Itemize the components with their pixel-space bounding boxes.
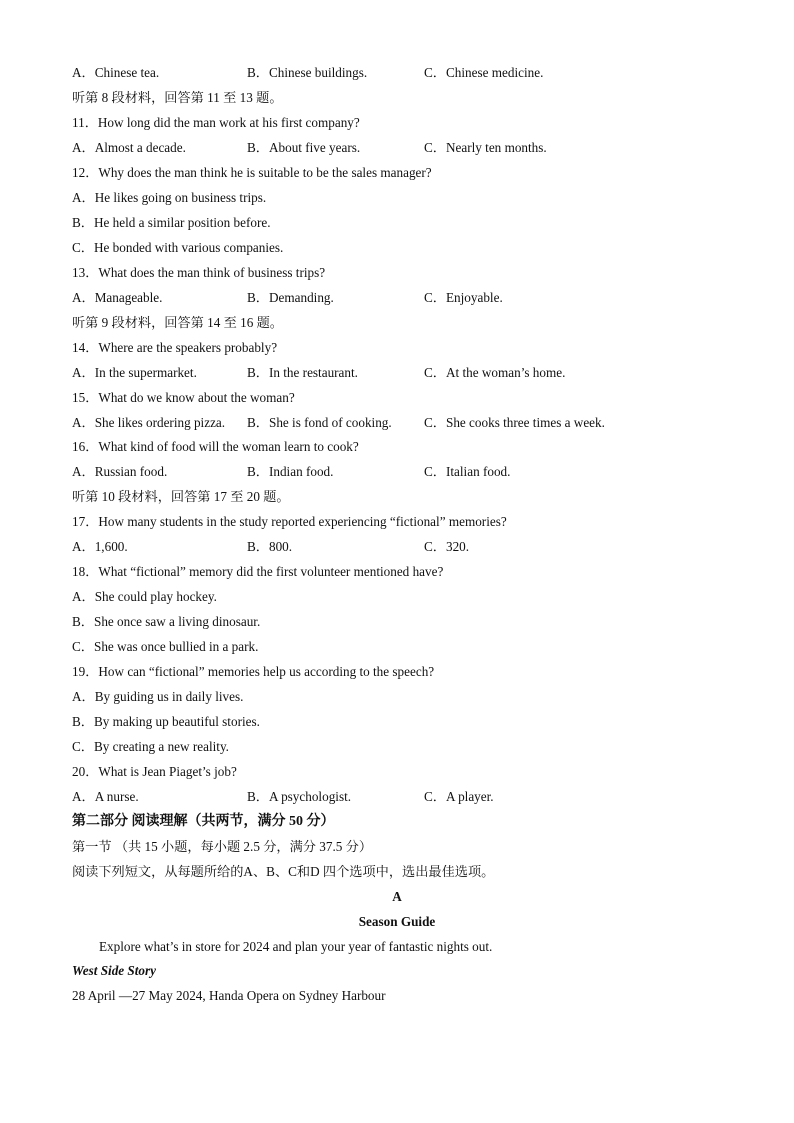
q17-option-b: B．800. (247, 539, 293, 554)
passage-intro: Explore what’s in store for 2024 and plan your year of fantastic nights out. (99, 939, 493, 954)
show-detail: 28 April —27 May 2024, Handa Opera on Sydney Harbour (72, 988, 386, 1003)
q16-option-b: B．Indian food. (247, 464, 334, 479)
show-title-west-side-story: West Side Story (72, 963, 157, 978)
section-10-instruction: 听第 10 段材料，回答第 17 至 20 题。 (72, 489, 290, 504)
q19-option-b: B．By making up beautiful stories. (72, 714, 260, 729)
question-18: 18．What “fictional” memory did the first volunteer mentioned have? (72, 564, 444, 579)
q12-option-a: A．He likes going on business trips. (72, 190, 267, 205)
question-17: 17．How many students in the study reported experiencing “fictional” memories? (72, 514, 507, 529)
q10-option-c: C．Chinese medicine. (424, 65, 544, 80)
q10-option-b: B．Chinese buildings. (247, 65, 368, 80)
question-12: 12．Why does the man think he is suitable to be the sales manager? (72, 165, 432, 180)
q20-option-a: A．A nurse. (72, 789, 139, 804)
q20-option-c: C．A player. (424, 789, 494, 804)
q14-option-a: A．In the supermarket. (72, 365, 197, 380)
question-11: 11．How long did the man work at his first company? (72, 115, 360, 130)
q14-option-c: C．At the woman’s home. (424, 365, 566, 380)
q10-option-a: A．Chinese tea. (72, 65, 160, 80)
question-20: 20．What is Jean Piaget’s job? (72, 764, 237, 779)
q13-option-a: A．Manageable. (72, 290, 163, 305)
part-2-heading: 第二部分 阅读理解（共两节，满分 50 分） (72, 814, 335, 829)
q18-option-b: B．She once saw a living dinosaur. (72, 614, 261, 629)
q14-option-b: B．In the restaurant. (247, 365, 358, 380)
question-15: 15．What do we know about the woman? (72, 390, 295, 405)
q13-option-b: B．Demanding. (247, 290, 334, 305)
q17-option-a: A．1,600. (72, 539, 128, 554)
q16-option-a: A．Russian food. (72, 464, 168, 479)
q11-option-c: C．Nearly ten months. (424, 140, 547, 155)
q19-option-a: A．By guiding us in daily lives. (72, 689, 244, 704)
section-8-instruction: 听第 8 段材料，回答第 11 至 13 题。 (72, 90, 283, 105)
q19-option-c: C．By creating a new reality. (72, 739, 229, 754)
q15-option-b: B．She is fond of cooking. (247, 415, 392, 430)
q15-option-a: A．She likes ordering pizza. (72, 415, 226, 430)
q13-option-c: C．Enjoyable. (424, 290, 503, 305)
q12-option-b: B．He held a similar position before. (72, 215, 271, 230)
q16-option-c: C．Italian food. (424, 464, 511, 479)
q15-option-c: C．She cooks three times a week. (424, 415, 605, 430)
q12-option-c: C．He bonded with various companies. (72, 240, 284, 255)
reading-instructions: 阅读下列短文，从每题所给的A、B、C和D 四个选项中，选出最佳选项。 (72, 864, 495, 879)
question-19: 19．How can “fictional” memories help us according to the speech? (72, 664, 435, 679)
question-13: 13．What does the man think of business trips? (72, 265, 326, 280)
q18-option-a: A．She could play hockey. (72, 589, 217, 604)
part-2-section-1-heading: 第一节 （共 15 小题，每小题 2.5 分，满分 37.5 分） (72, 839, 373, 854)
q18-option-c: C．She was once bullied in a park. (72, 639, 259, 654)
q20-option-b: B．A psychologist. (247, 789, 352, 804)
question-16: 16．What kind of food will the woman learn to cook? (72, 439, 359, 454)
passage-letter: A (392, 889, 402, 904)
section-9-instruction: 听第 9 段材料，回答第 14 至 16 题。 (72, 315, 283, 330)
passage-title: Season Guide (358, 914, 436, 929)
q11-option-b: B．About five years. (247, 140, 361, 155)
q17-option-c: C．320. (424, 539, 470, 554)
q11-option-a: A．Almost a decade. (72, 140, 186, 155)
question-14: 14．Where are the speakers probably? (72, 340, 278, 355)
